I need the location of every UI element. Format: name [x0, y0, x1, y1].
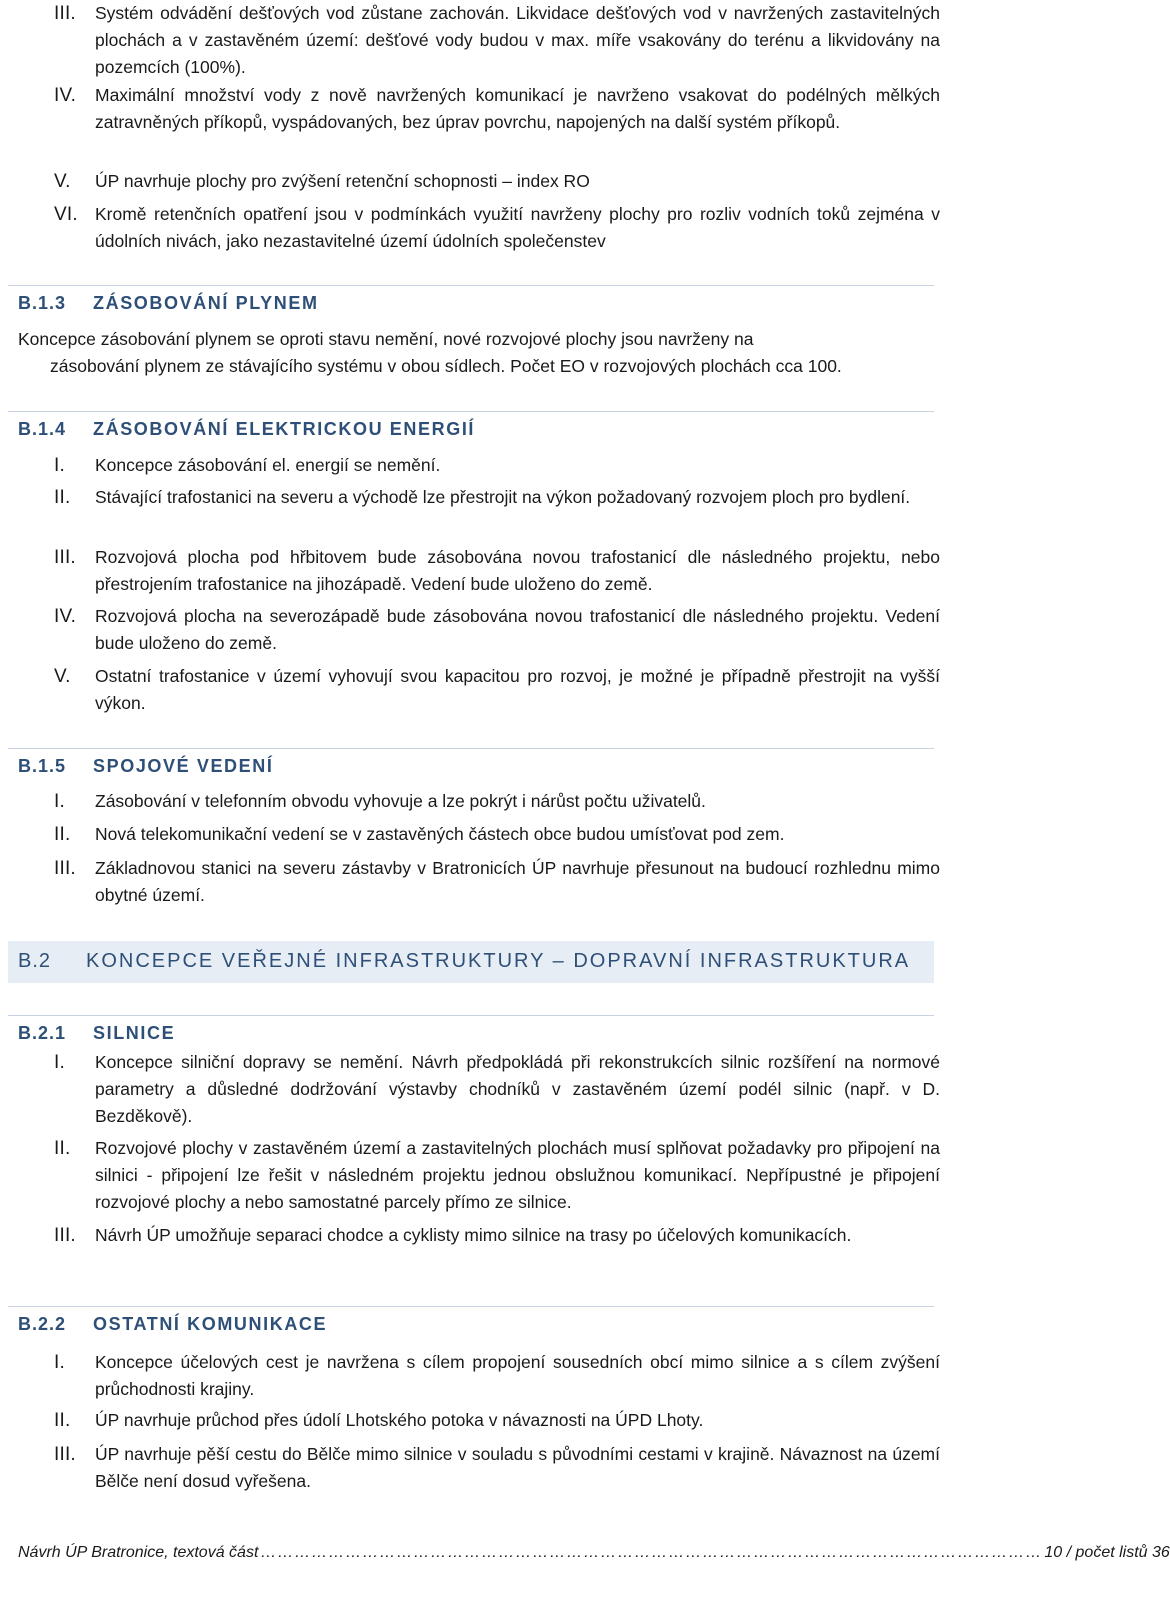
- section-code: B.1.3: [18, 293, 67, 313]
- item-text: Rozvojové plochy v zastavěném území a zastavitelných plochách musí splňovat požadavky pro připojení na silnici - připojení lze řešit v následném projektu jednou obslužnou komunikací. Nepřípustné je připojení rozvojové plochy a nebo samostatné parcely přímo ze silnice.: [95, 1138, 940, 1212]
- section-code: B.2.2: [18, 1314, 67, 1334]
- item-text: Kromě retenčních opatření jsou v podmínkách využití navrženy plochy pro rozliv vodních toků zejména v údolních nivách, jako nezastavitelné území údolních společenstev: [95, 204, 940, 251]
- item-number: I.: [54, 1352, 65, 1373]
- item-text: Koncepce účelových cest je navržena s cílem propojení sousedních obcí mimo silnice a s cílem zvýšení průchodnosti krajiny.: [95, 1352, 940, 1399]
- item-text: Maximální množství vody z nově navržených komunikací je navrženo vsakovat do podélných mělkých zatravněných příkopů, vyspádovaných, bez úprav povrchu, napojených na další systém příkopů.: [95, 85, 940, 132]
- list-item: [18, 484, 940, 511]
- footer-page-number: 10 / počet listů 36: [1044, 1544, 1170, 1561]
- page-footer: [18, 1544, 1170, 1570]
- list-item: [18, 855, 940, 909]
- paragraph-line: Koncepce zásobování plynem se oproti stavu nemění, nové rozvojové plochy jsou navrženy na: [18, 329, 754, 349]
- item-number: III.: [54, 3, 76, 24]
- item-number: III.: [54, 1225, 76, 1246]
- item-text: Ostatní trafostanice v území vyhovují svou kapacitou pro rozvoj, je možné je případně přestrojit na vyšší výkon.: [95, 666, 940, 713]
- section-heading-b13: [8, 285, 934, 320]
- item-text: Rozvojová plocha na severozápadě bude zásobována novou trafostanicí dle následného projektu. Vedení bude uloženo do země.: [95, 606, 940, 653]
- item-text: ÚP navrhuje průchod přes údolí Lhotského potoka v návaznosti na ÚPD Lhoty.: [95, 1410, 704, 1430]
- item-text: Stávající trafostanici na severu a východě lze přestrojit na výkon požadovaný rozvojem ploch pro bydlení.: [95, 487, 911, 507]
- item-text: Základnovou stanici na severu zástavby v Bratronicích ÚP navrhuje přesunout na budoucí rozhlednu mimo obytné území.: [95, 858, 940, 905]
- item-number: II.: [54, 1410, 71, 1431]
- list-item: [18, 821, 940, 848]
- section-title: ZÁSOBOVÁNÍ PLYNEM: [93, 293, 319, 313]
- footer-document-title: Návrh ÚP Bratronice, textová část: [18, 1544, 259, 1561]
- list-item: [18, 0, 940, 81]
- item-number: I.: [54, 1052, 65, 1073]
- item-text: Systém odvádění dešťových vod zůstane zachován. Likvidace dešťových vod v navržených zastavitelných plochách a v zastavěném území: dešťové vody budou v max. míře vsakovány do terénu a likvidovány na pozemcích (100%).: [95, 3, 940, 77]
- list-item: [18, 201, 940, 255]
- section-heading-b15: [8, 748, 934, 783]
- item-number: II.: [54, 824, 71, 845]
- list-item: [18, 168, 940, 195]
- chapter-title: KONCEPCE VEŘEJNÉ INFRASTRUKTURY – DOPRAVNÍ INFRASTRUKTURA: [86, 950, 911, 972]
- item-number: I.: [54, 791, 65, 812]
- item-number: VI.: [54, 204, 78, 225]
- list-item: [18, 1049, 940, 1130]
- section-code: B.1.5: [18, 756, 67, 776]
- section-heading-b22: [8, 1306, 934, 1341]
- item-text: ÚP navrhuje plochy pro zvýšení retenční schopnosti – index RO: [95, 171, 590, 191]
- item-text: Rozvojová plocha pod hřbitovem bude zásobována novou trafostanicí dle následného projektu, nebo přestrojením trafostanice na jihozápadě. Vedení bude uloženo do země.: [95, 547, 940, 594]
- list-item: [18, 1349, 940, 1403]
- item-number: III.: [54, 1444, 76, 1465]
- section-title: SILNICE: [93, 1023, 176, 1043]
- item-text: Koncepce zásobování el. energií se nemění.: [95, 455, 441, 475]
- list-item: [18, 603, 940, 657]
- list-item: [18, 1407, 940, 1434]
- item-number: V.: [54, 666, 71, 687]
- item-number: IV.: [54, 85, 77, 106]
- item-text: ÚP navrhuje pěší cestu do Bělče mimo silnice v souladu s původními cestami v krajině. Návaznost na území Bělče není dosud vyřešena.: [95, 1444, 940, 1491]
- item-text: Zásobování v telefonním obvodu vyhovuje a lze pokrýt i nárůst počtu uživatelů.: [95, 791, 706, 811]
- section-heading-b14: [8, 411, 934, 446]
- item-text: Nová telekomunikační vedení se v zastavěných částech obce budou umísťovat pod zem.: [95, 824, 785, 844]
- list-item: [18, 788, 940, 815]
- item-text: Návrh ÚP umožňuje separaci chodce a cyklisty mimo silnice na trasy po účelových komunikacích.: [95, 1225, 852, 1245]
- list-item: [18, 1135, 940, 1216]
- list-item: [18, 1441, 940, 1495]
- section-title: SPOJOVÉ VEDENÍ: [93, 756, 274, 776]
- item-number: IV.: [54, 606, 77, 627]
- chapter-heading-b2: [8, 941, 934, 983]
- item-text: Koncepce silniční dopravy se nemění. Návrh předpokládá při rekonstrukcích silnic rozšíření na normové parametry a důsledné dodržování výstavby chodníků v zastavěném území podél silnic (např. v D. Bezděkově).: [95, 1052, 940, 1126]
- item-number: V.: [54, 171, 71, 192]
- list-item: [18, 452, 940, 479]
- section-code: B.2.1: [18, 1023, 67, 1043]
- section-title: ZÁSOBOVÁNÍ ELEKTRICKOU ENERGIÍ: [93, 419, 476, 439]
- item-number: III.: [54, 858, 76, 879]
- section-heading-b21: [8, 1015, 934, 1050]
- paragraph-line: zásobování plynem ze stávajícího systému v obou sídlech. Počet EO v rozvojových plochách cca 100.: [50, 356, 842, 376]
- item-number: II.: [54, 487, 71, 508]
- list-item: [18, 663, 940, 717]
- item-number: I.: [54, 455, 65, 476]
- paragraph-gas: [18, 326, 926, 380]
- section-title: OSTATNÍ KOMUNIKACE: [93, 1314, 328, 1334]
- chapter-code: B.2: [18, 950, 52, 972]
- item-number: III.: [54, 547, 76, 568]
- footer-leader-dots: …………………………………………………………………………………………………………………………: [260, 1544, 1043, 1561]
- section-code: B.1.4: [18, 419, 67, 439]
- list-item: [18, 544, 940, 598]
- list-item: [18, 1222, 940, 1249]
- item-number: II.: [54, 1138, 71, 1159]
- list-item: [18, 82, 940, 136]
